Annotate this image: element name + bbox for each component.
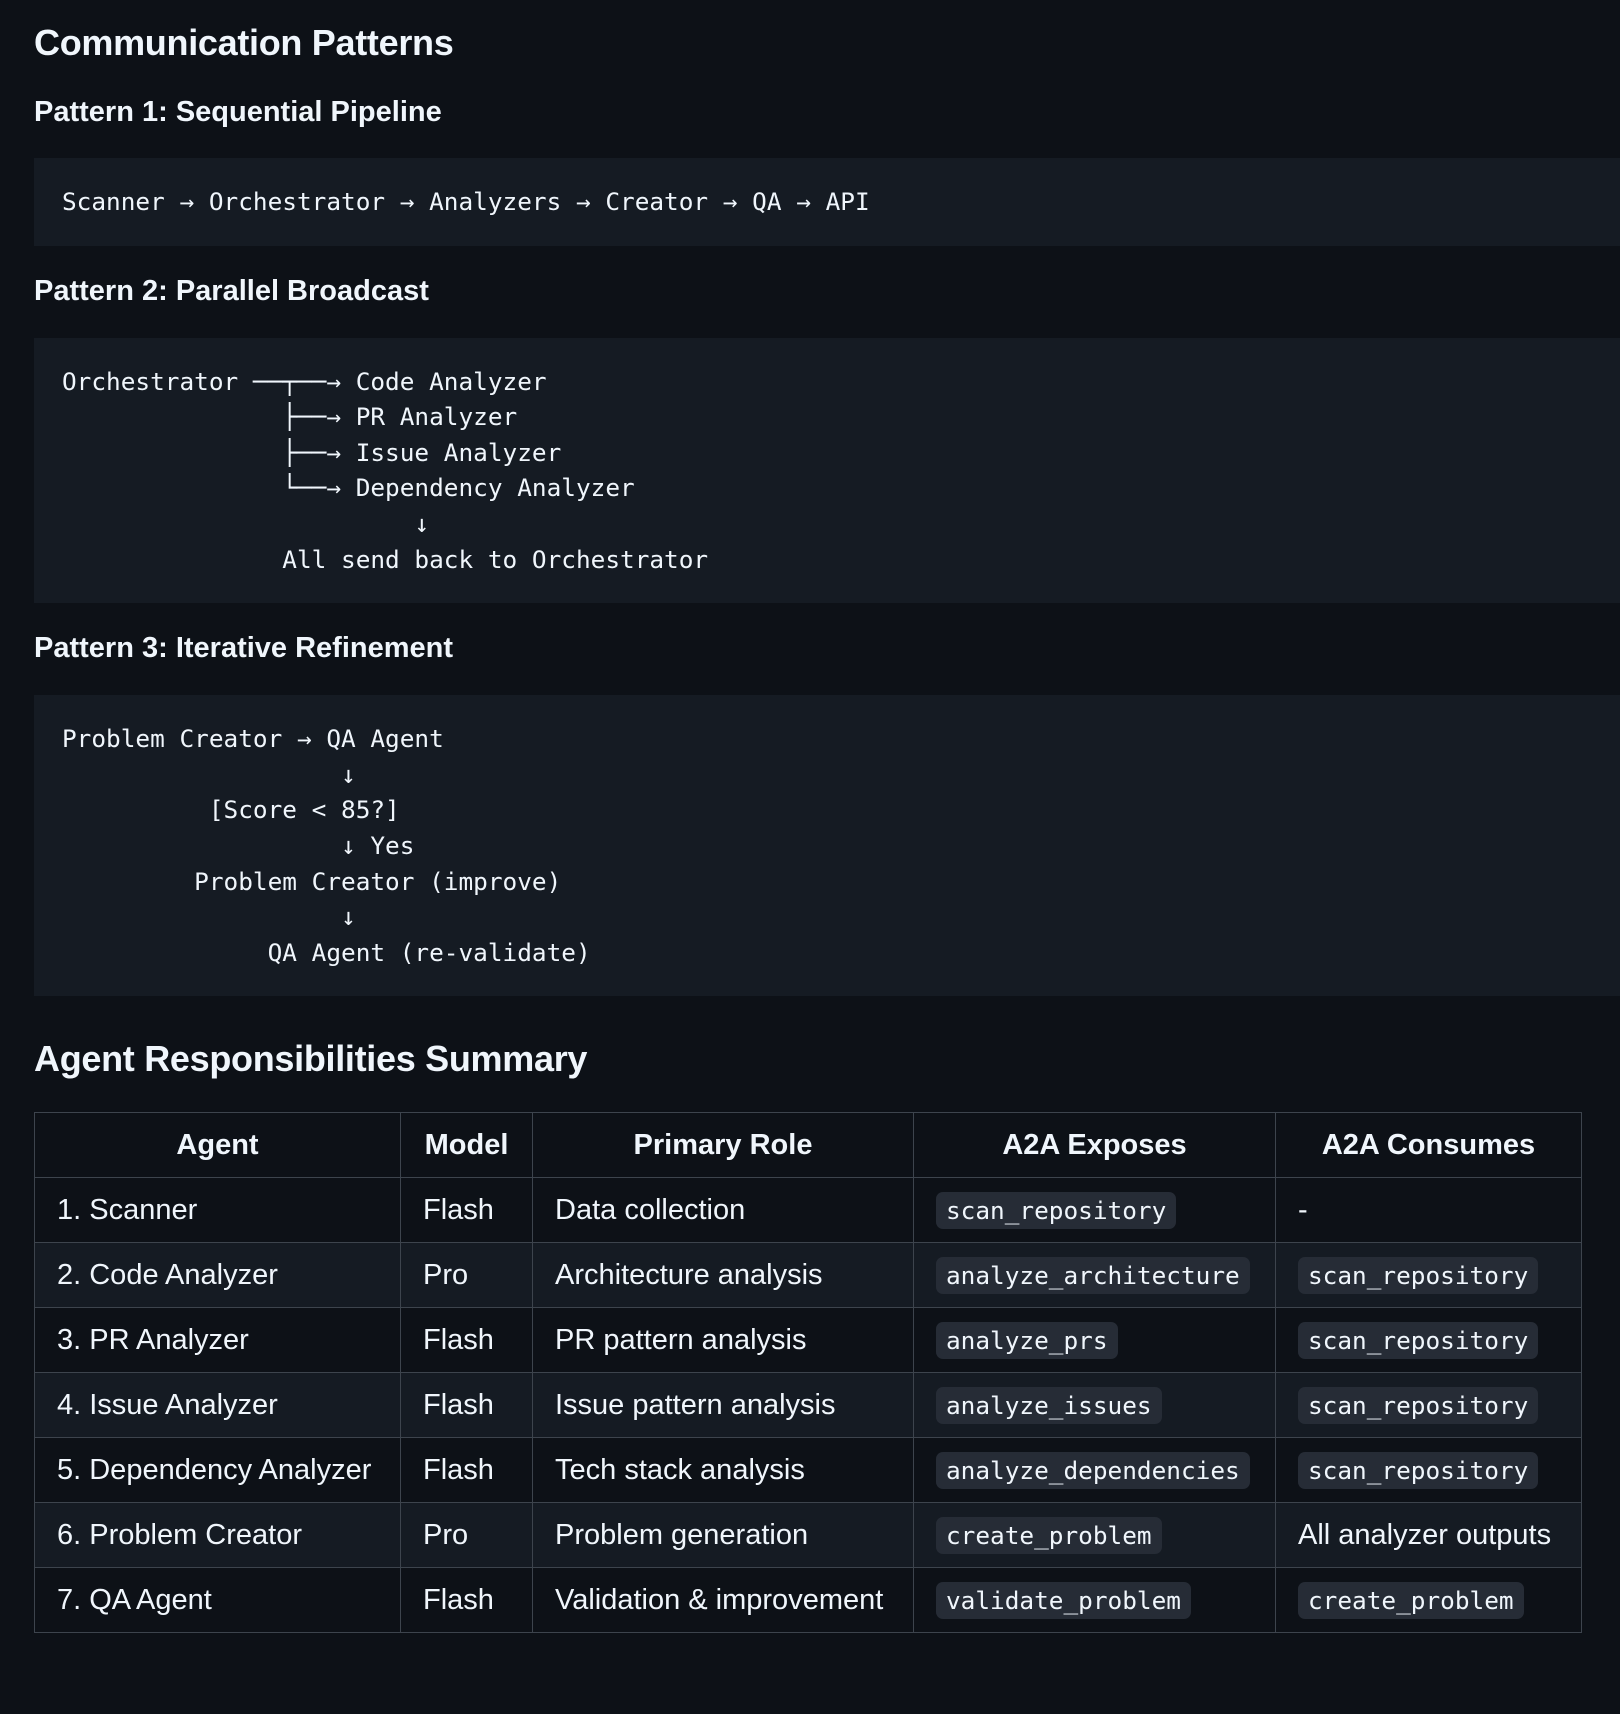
cell-model: Flash — [401, 1438, 533, 1503]
cell-role: Issue pattern analysis — [533, 1373, 914, 1438]
cell-exposes — [914, 1373, 1276, 1438]
table-row — [35, 1373, 1582, 1438]
cell-consumes-text: - — [1298, 1193, 1308, 1226]
cell-role: Problem generation — [533, 1503, 914, 1568]
cell-role: Data collection — [533, 1178, 914, 1243]
cell-exposes — [914, 1308, 1276, 1373]
cell-model: Pro — [401, 1243, 533, 1308]
cell-exposes — [914, 1178, 1276, 1243]
cell-agent: 1. Scanner — [35, 1178, 401, 1243]
section-heading-communication-patterns: Communication Patterns — [34, 22, 454, 63]
cell-model: Flash — [401, 1308, 533, 1373]
cell-consumes — [1276, 1373, 1582, 1438]
inline-code: create_problem — [1298, 1582, 1524, 1619]
inline-code: scan_repository — [936, 1192, 1176, 1229]
document-body — [34, 0, 1620, 1633]
inline-code: scan_repository — [1298, 1257, 1538, 1294]
cell-agent: 4. Issue Analyzer — [35, 1373, 401, 1438]
column-header-a2a-exposes: A2A Exposes — [914, 1113, 1276, 1178]
cell-role: Validation & improvement — [533, 1568, 914, 1633]
inline-code: scan_repository — [1298, 1452, 1538, 1489]
cell-role: Architecture analysis — [533, 1243, 914, 1308]
cell-consumes — [1276, 1243, 1582, 1308]
cell-agent: 7. QA Agent — [35, 1568, 401, 1633]
pattern-1-code-block: Scanner → Orchestrator → Analyzers → Creator → QA → API — [34, 158, 1620, 246]
section-heading-agent-responsibilities: Agent Responsibilities Summary — [34, 1038, 588, 1080]
cell-model: Flash — [401, 1568, 533, 1633]
cell-exposes — [914, 1568, 1276, 1633]
inline-code: validate_problem — [936, 1582, 1191, 1619]
column-header-agent: Agent — [35, 1113, 401, 1178]
pattern-2-heading: Pattern 2: Parallel Broadcast — [34, 274, 429, 307]
cell-consumes — [1276, 1308, 1582, 1373]
inline-code: analyze_issues — [936, 1387, 1162, 1424]
inline-code: analyze_architecture — [936, 1257, 1250, 1294]
cell-role: PR pattern analysis — [533, 1308, 914, 1373]
table-row — [35, 1438, 1582, 1503]
table-row — [35, 1308, 1582, 1373]
column-header-primary-role: Primary Role — [533, 1113, 914, 1178]
cell-exposes — [914, 1503, 1276, 1568]
table-row — [35, 1243, 1582, 1308]
cell-agent: 5. Dependency Analyzer — [35, 1438, 401, 1503]
inline-code: create_problem — [936, 1517, 1162, 1554]
cell-consumes-text: All analyzer outputs — [1298, 1518, 1552, 1551]
cell-agent: 3. PR Analyzer — [35, 1308, 401, 1373]
cell-consumes — [1276, 1178, 1582, 1243]
cell-exposes — [914, 1243, 1276, 1308]
cell-model: Flash — [401, 1373, 533, 1438]
pattern-2-code-block: Orchestrator ──┬──→ Code Analyzer ├──→ PR Analyzer ├──→ Issue Analyzer └──→ Dependency Analyzer ↓ All send back to Orchestrator — [34, 338, 1620, 604]
table-row — [35, 1178, 1582, 1243]
inline-code: scan_repository — [1298, 1322, 1538, 1359]
cell-consumes — [1276, 1438, 1582, 1503]
cell-role: Tech stack analysis — [533, 1438, 914, 1503]
cell-consumes — [1276, 1568, 1582, 1633]
column-header-model: Model — [401, 1113, 533, 1178]
agent-responsibilities-table — [34, 1112, 1582, 1633]
column-header-a2a-consumes: A2A Consumes — [1276, 1113, 1582, 1178]
inline-code: analyze_dependencies — [936, 1452, 1250, 1489]
cell-agent: 6. Problem Creator — [35, 1503, 401, 1568]
cell-model: Pro — [401, 1503, 533, 1568]
cell-exposes — [914, 1438, 1276, 1503]
table-row — [35, 1503, 1582, 1568]
inline-code: analyze_prs — [936, 1322, 1118, 1359]
pattern-3-heading: Pattern 3: Iterative Refinement — [34, 632, 454, 665]
pattern-3-code-block: Problem Creator → QA Agent ↓ [Score < 85?] ↓ Yes Problem Creator (improve) ↓ QA Agent (re-validate) — [34, 695, 1620, 996]
table-row — [35, 1568, 1582, 1633]
table-header-row — [35, 1113, 1582, 1178]
cell-model: Flash — [401, 1178, 533, 1243]
cell-consumes — [1276, 1503, 1582, 1568]
cell-agent: 2. Code Analyzer — [35, 1243, 401, 1308]
inline-code: scan_repository — [1298, 1387, 1538, 1424]
pattern-1-heading: Pattern 1: Sequential Pipeline — [34, 96, 442, 128]
